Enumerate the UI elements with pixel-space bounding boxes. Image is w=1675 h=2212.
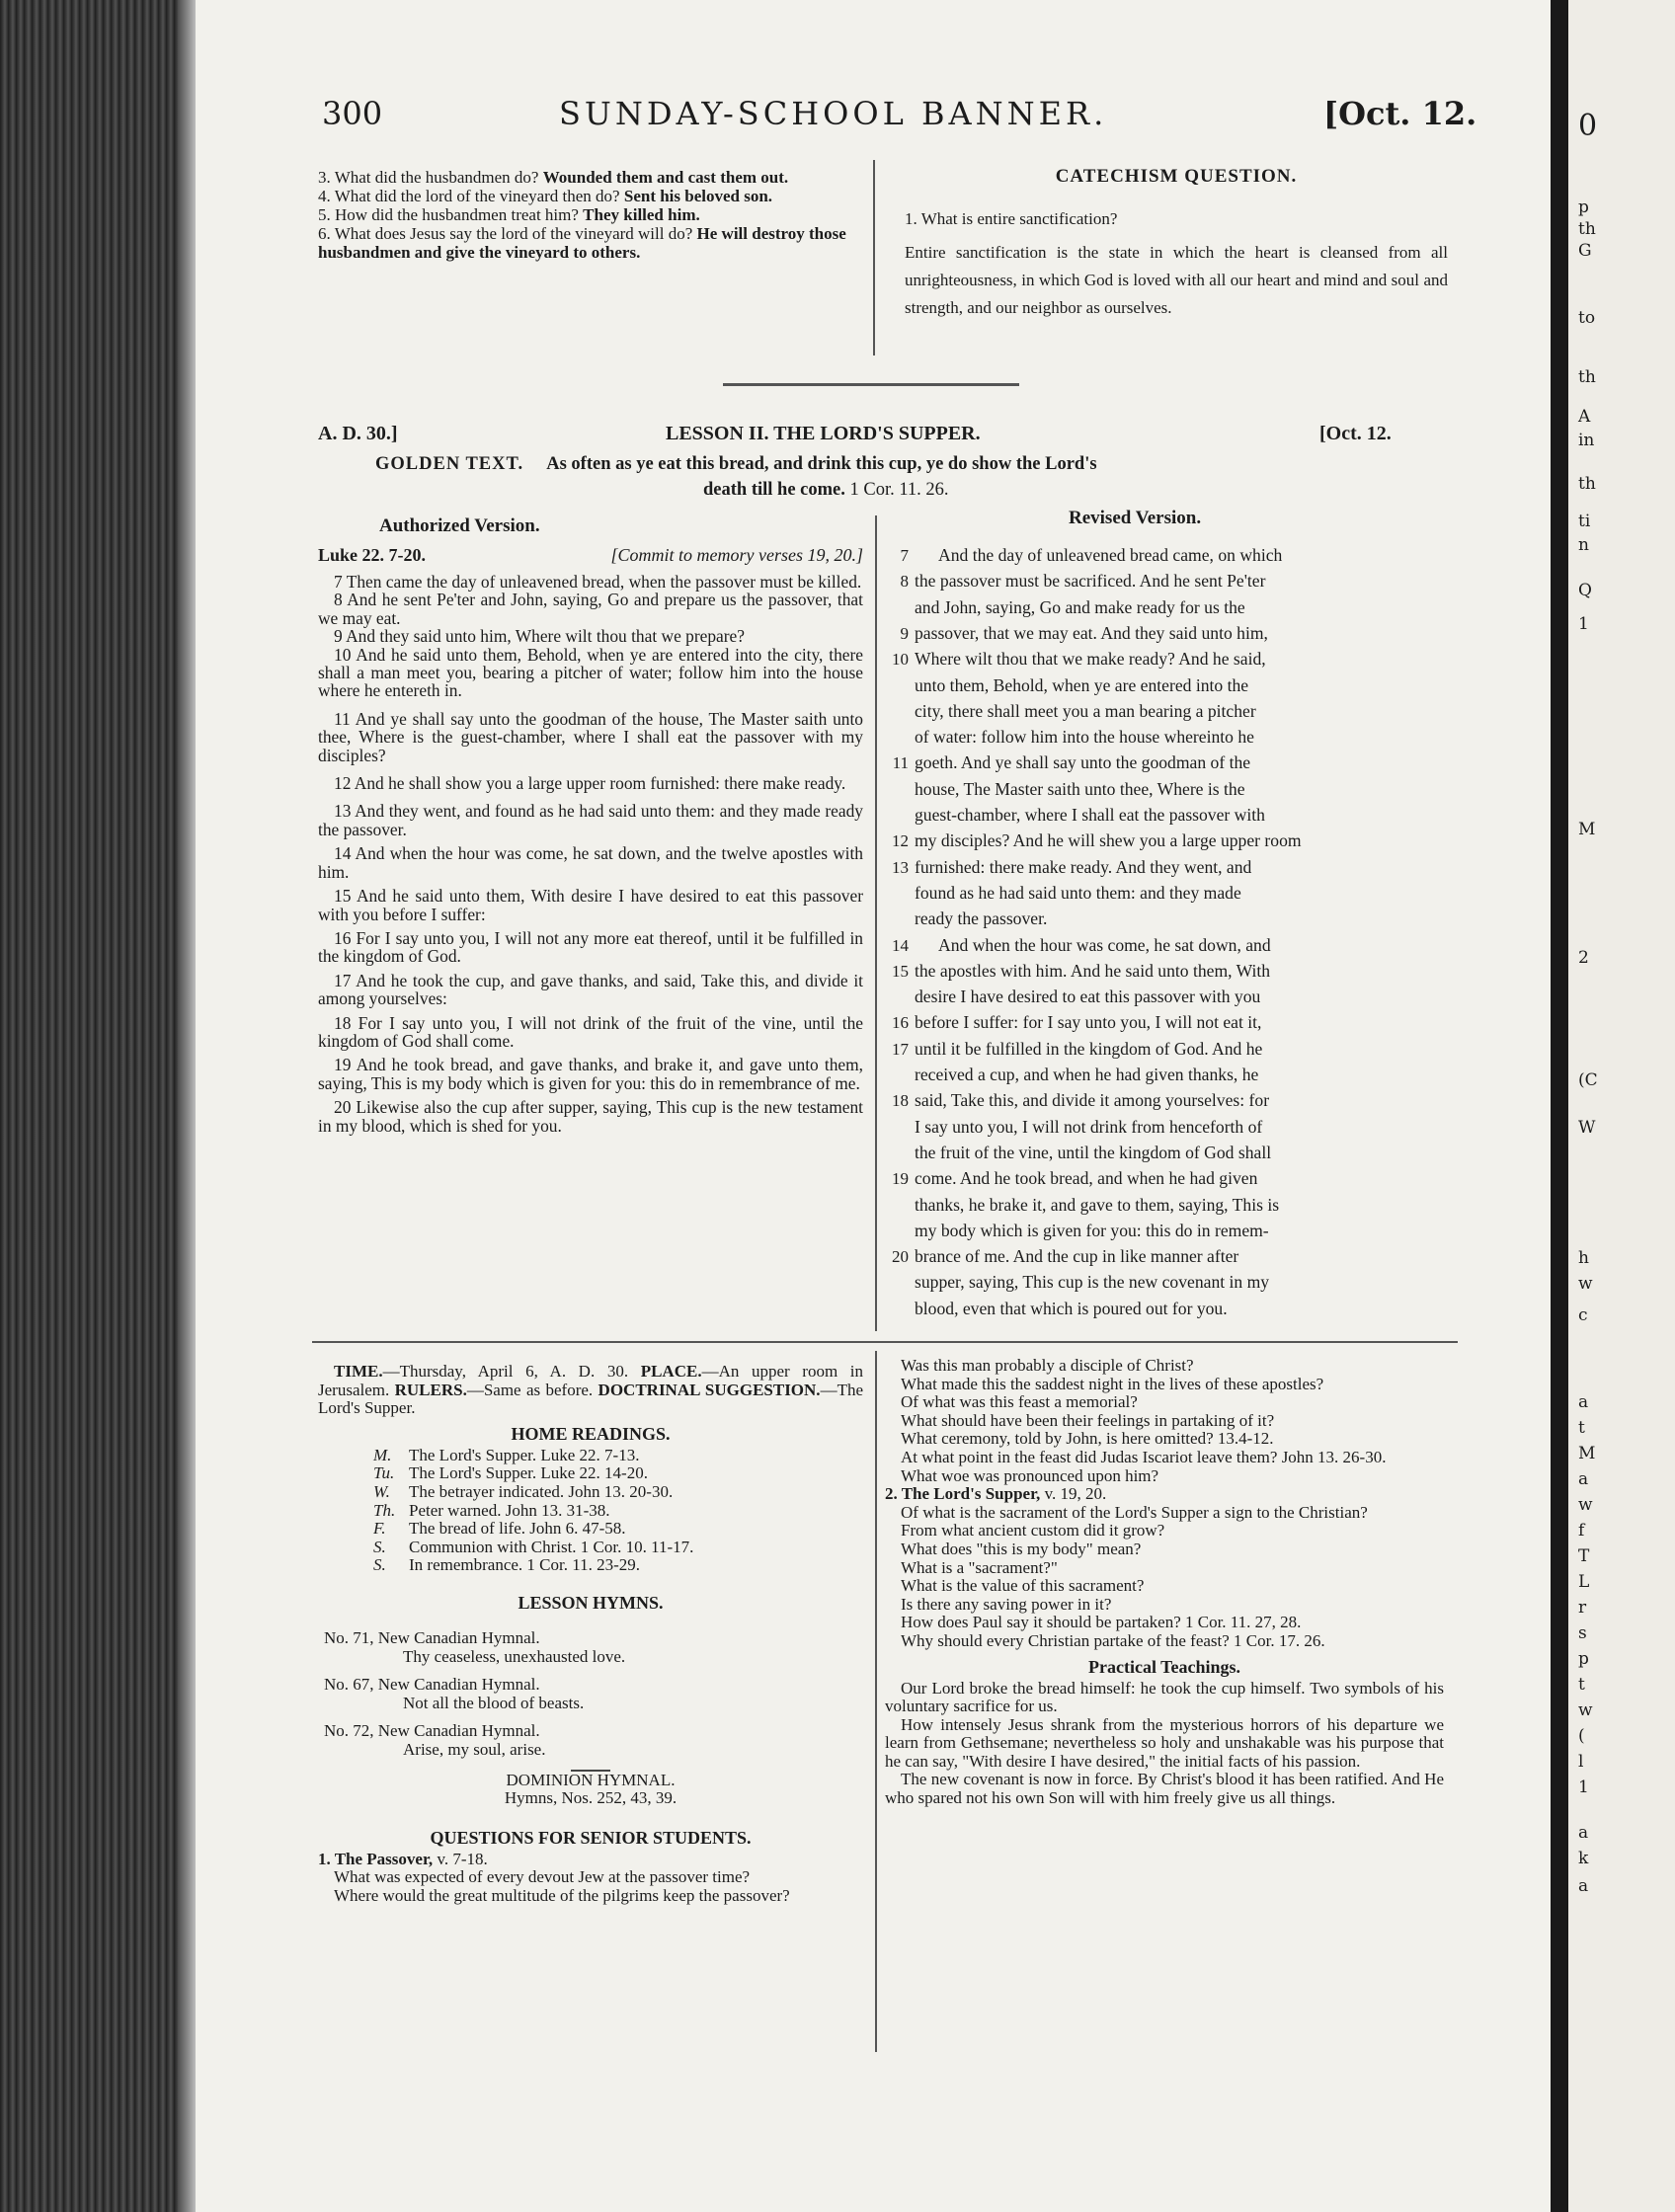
catechism-heading: CATECHISM QUESTION. <box>1055 166 1298 187</box>
verse-number: 12 <box>892 831 909 851</box>
practical-teaching: The new covenant is now in force. By Christ's blood it has been ratified. And He who spared not his own Son will with him freely give us all things. <box>885 1770 1444 1808</box>
revised-line: blood, even that which is poured out for you. <box>915 1298 1228 1318</box>
revised-line: the passover must be sacrificed. And he sent Pe'ter <box>915 571 1266 592</box>
verse: 7 Then came the day of unleavened bread, when the passover must be killed. <box>334 572 862 592</box>
revised-line: ready the passover. <box>915 908 1048 929</box>
practical-teaching: How intensely Jesus shrank from the mysterious horrors of his departure we learn from Gethsemane; nevertheless so holy and unshakable was his purpose that he can say, "With desire I have desired," the initial facts of his passion. <box>885 1714 1444 1771</box>
hymn-title: Thy ceaseless, unexhausted love. <box>403 1646 626 1666</box>
revised-line: my body which is given for you: this do in remem- <box>915 1220 1269 1240</box>
binding-gutter <box>1551 0 1568 2212</box>
revised-line: guest-chamber, where I shall eat the passover with <box>915 805 1265 825</box>
lesson-details: TIME.—Thursday, April 6, A. D. 30. PLACE.—An upper room in Jerusalem. RULERS.—Same as before. DOCTRINAL SUGGESTION.—The Lord's Supper. <box>318 1362 864 1418</box>
facing-page-fragment: W <box>1578 1118 1596 1138</box>
revised-line: passover, that we may eat. And they said unto him, <box>915 622 1268 643</box>
golden-text-label: GOLDEN TEXT. <box>375 454 524 474</box>
ornamental-divider <box>723 383 1019 386</box>
question: Of what is the sacrament of the Lord's Supper a sign to the Christian? <box>901 1502 1368 1522</box>
lords-supper-subheading: 2. The Lord's Supper, v. 19, 20. <box>885 1484 1107 1504</box>
golden-text-line-1 <box>375 454 1097 475</box>
revised-line: of water: follow him into the house whereinto he <box>915 727 1254 748</box>
revised-line: goeth. And ye shall say unto the goodman of the <box>915 752 1251 773</box>
question: From what ancient custom did it grow? <box>901 1521 1165 1540</box>
practical-teaching: Our Lord broke the bread himself: he took the cup himself. Two symbols of his voluntary sacrifice for us. <box>885 1678 1444 1716</box>
hymn-list <box>318 1629 863 1760</box>
question: Why should every Christian partake of the feast? 1 Cor. 17. 26. <box>901 1630 1325 1650</box>
verse-number: 10 <box>892 650 909 670</box>
revised-line: And when the hour was come, he sat down, and <box>938 934 1271 955</box>
facing-page-fragment: th <box>1578 474 1596 494</box>
question-item: 4. What did the lord of the vineyard then do? Sent his beloved son. <box>318 187 773 205</box>
question: What does "this is my body" mean? <box>901 1539 1142 1558</box>
facing-page-fragment: to <box>1578 308 1596 328</box>
question-item: 6. What does Jesus say the lord of the vineyard will do? He will destroy those husbandmen and give the vineyard to others. <box>318 224 846 262</box>
senior-question: Where would the great multitude of the pilgrims keep the passover? <box>334 1885 790 1905</box>
golden-text: As often as ye eat this bread, and drink this cup, ye do show the Lord's <box>546 454 1097 474</box>
facing-page-fragment: k <box>1578 1849 1589 1868</box>
reading-item: S. In remembrance. 1 Cor. 11. 23-29. <box>373 1555 640 1575</box>
revised-line: And the day of unleavened bread came, on which <box>938 545 1283 565</box>
senior-subheading: 1. The Passover, v. 7-18. <box>318 1849 488 1868</box>
hymn-number: No. 71, New Canadian Hymnal. <box>324 1627 540 1647</box>
facing-page-fragment: t <box>1578 1418 1585 1438</box>
facing-page-fragment: p <box>1578 1649 1589 1669</box>
facing-page-fragment: a <box>1578 1469 1589 1489</box>
authorized-reference-line <box>318 545 863 566</box>
question: What is the value of this sacrament? <box>901 1576 1145 1596</box>
lesson-notes <box>318 1363 863 1905</box>
facing-page-fragment: L <box>1578 1572 1590 1592</box>
verse-number: 14 <box>892 935 909 955</box>
facing-page-fragment: w <box>1578 1274 1593 1294</box>
catechism-answer: Entire sanctification is the state in which the heart is cleansed from all unrighteousness, in which God is loved with all our heart and mind and soul and strength, and our neighbor as ourselves. <box>905 243 1448 317</box>
senior-questions-continued <box>885 1357 1444 1808</box>
dominion-hymnal <box>318 1772 863 1808</box>
catechism-block <box>905 166 1448 322</box>
column-rule <box>875 1351 877 2052</box>
lesson-date: [Oct. 12. <box>1319 423 1392 444</box>
reading-item: F. The bread of life. John 6. 47-58. <box>373 1519 626 1539</box>
page-number: 300 <box>322 95 383 132</box>
revised-line: Where wilt thou that we make ready? And he said, <box>915 649 1266 670</box>
facing-page-fragment: A <box>1578 407 1591 427</box>
scripture-reference: Luke 22. 7-20. <box>318 545 427 565</box>
practical-teachings-heading: Practical Teachings. <box>1088 1656 1240 1677</box>
facing-page-fragment: 1 <box>1578 1778 1589 1797</box>
revised-line: I say unto you, I will not drink from henceforth of <box>915 1116 1263 1137</box>
question-item: 5. How did the husbandmen treat him? They killed him. <box>318 205 700 224</box>
revised-line: furnished: there make ready. And they went, and <box>915 856 1252 877</box>
lesson-year: A. D. 30.] <box>318 423 398 444</box>
hymn-title: Arise, my soul, arise. <box>403 1739 546 1759</box>
revised-line: supper, saying, This cup is the new covenant in my <box>915 1272 1270 1293</box>
facing-page-fragment: G <box>1578 241 1592 261</box>
question: What made this the saddest night in the lives of these apostles? <box>901 1374 1324 1393</box>
question: Was this man probably a disciple of Christ? <box>901 1356 1194 1375</box>
facing-page-fragment: M <box>1578 820 1596 839</box>
revised-line: desire I have desired to eat this passover with you <box>915 987 1261 1007</box>
question: What woe was pronounced upon him? <box>901 1465 1159 1485</box>
question: What is a "sacrament?" <box>901 1557 1058 1577</box>
facing-page-fragment: c <box>1578 1305 1588 1325</box>
facing-page-fragment: ( <box>1578 1726 1585 1746</box>
facing-page-fragment: ti <box>1578 512 1591 531</box>
verse: 12 And he shall show you a large upper room furnished: there make ready. <box>334 773 846 794</box>
verse-number: 11 <box>892 753 909 773</box>
verse-number: 13 <box>892 857 909 877</box>
catechism-question: 1. What is entire sanctification? <box>905 209 1118 228</box>
column-rule <box>873 160 875 356</box>
facing-page-fragment: a <box>1578 1876 1589 1896</box>
verse: 20 Likewise also the cup after supper, saying, This cup is the new testament in my blood, which is shed for you. <box>318 1097 863 1136</box>
lesson-hymns-heading: LESSON HYMNS. <box>518 1592 664 1613</box>
home-readings-list <box>318 1447 863 1575</box>
question: Is there any saving power in it? <box>901 1594 1112 1614</box>
verse: 9 And they said unto him, Where wilt thou that we prepare? <box>334 626 745 647</box>
column-rule <box>875 515 877 1331</box>
verse-number: 8 <box>900 572 909 592</box>
authorized-heading: Authorized Version. <box>379 515 540 536</box>
revised-line: come. And he took bread, and when he had given <box>915 1168 1258 1189</box>
reading-item: W. The betrayer indicated. John 13. 20-30. <box>373 1481 674 1501</box>
revised-heading: Revised Version. <box>1069 508 1202 528</box>
facing-page-fragment: f <box>1578 1521 1585 1540</box>
facing-page-fragment: th <box>1578 219 1596 239</box>
facing-page-fragment: Q <box>1578 581 1592 600</box>
hymn-number: No. 67, New Canadian Hymnal. <box>324 1675 540 1695</box>
place-label: PLACE. <box>640 1362 702 1381</box>
hymn-title: Not all the blood of beasts. <box>403 1693 585 1712</box>
senior-questions-heading: QUESTIONS FOR SENIOR STUDENTS. <box>430 1827 752 1848</box>
reading-item: Th. Peter warned. John 13. 31-38. <box>373 1500 610 1520</box>
revised-line: brance of me. And the cup in like manner after <box>915 1246 1239 1267</box>
verse: 19 And he took bread, and gave thanks, and brake it, and gave unto them, saying, This is my body which is given for you: this do in remembrance of me. <box>318 1055 863 1093</box>
verse: 14 And when the hour was come, he sat down, and the twelve apostles with him. <box>318 843 863 882</box>
facing-page-fragment: s <box>1578 1623 1587 1643</box>
revised-line: house, The Master saith unto thee, Where is the <box>915 778 1245 799</box>
facing-page-fragment: w <box>1578 1495 1593 1515</box>
lesson-title: LESSON II. THE LORD'S SUPPER. <box>666 423 981 444</box>
golden-text-ref: 1 Cor. 11. 26. <box>849 480 949 500</box>
authorized-verses <box>318 573 863 1135</box>
header-date: [Oct. 12. <box>1323 95 1477 132</box>
facing-page-fragment: l <box>1578 1752 1584 1772</box>
revised-line: said, Take this, and divide it among yourselves: for <box>915 1090 1270 1111</box>
revised-line: unto them, Behold, when ye are entered into the <box>915 674 1249 695</box>
golden-text-line-2: death till he come. 1 Cor. 11. 26. <box>703 480 949 500</box>
memory-verses: [Commit to memory verses 19, 20.] <box>610 545 863 565</box>
revised-line: and John, saying, Go and make ready for us the <box>915 596 1245 617</box>
facing-page-fragment: w <box>1578 1700 1593 1720</box>
reading-item: S. Communion with Christ. 1 Cor. 10. 11-17. <box>373 1537 694 1556</box>
verse: 17 And he took the cup, and gave thanks, and said, Take this, and divide it among yourselves: <box>318 970 863 1009</box>
verse: 16 For I say unto you, I will not any more eat thereof, until it be fulfilled in the kingdom of God. <box>318 927 863 967</box>
facing-page-fragment: in <box>1578 431 1595 450</box>
question: At what point in the feast did Judas Iscariot leave them? John 13. 26-30. <box>901 1447 1387 1466</box>
revised-line: found as he had said unto them: and they made <box>915 882 1241 903</box>
facing-page-fragment: p <box>1578 198 1589 217</box>
home-readings-heading: HOME READINGS. <box>511 1423 671 1444</box>
facing-page-fragment: 2 <box>1578 948 1589 968</box>
question-item: 3. What did the husbandmen do? Wounded them and cast them out. <box>318 168 789 187</box>
verse-number: 19 <box>892 1169 909 1189</box>
question: What ceremony, told by John, is here omitted? 13.4-12. <box>901 1429 1274 1449</box>
revised-line: received a cup, and when he had given thanks, he <box>915 1065 1259 1084</box>
question: What should have been their feelings in partaking of it? <box>901 1410 1275 1430</box>
facing-page-edge <box>1568 0 1675 2212</box>
verse-number: 17 <box>892 1039 909 1059</box>
top-questions <box>318 168 881 262</box>
question: Of what was this feast a memorial? <box>901 1392 1138 1412</box>
revised-line: before I suffer: for I say unto you, I will not eat it, <box>915 1012 1262 1033</box>
verse-number: 18 <box>892 1091 909 1111</box>
page-stack-edge <box>178 0 196 2212</box>
revised-line: the fruit of the vine, until the kingdom of God shall <box>915 1142 1272 1162</box>
rulers-label: RULERS. <box>394 1380 467 1399</box>
revised-line: the apostles with him. And he said unto them, With <box>915 960 1271 981</box>
revised-line: thanks, he brake it, and gave to them, saying, This is <box>915 1194 1280 1215</box>
verse-number: 7 <box>900 546 909 565</box>
question: How does Paul say it should be partaken? 1 Cor. 11. 27, 28. <box>901 1613 1302 1632</box>
book-spine <box>0 0 178 2212</box>
verse: 11 And ye shall say unto the goodman of the house, The Master saith unto thee, Where is the guest-chamber, where I shall eat the passover with my disciples? <box>318 708 863 765</box>
verse: 13 And they went, and found as he had said unto them: and they made ready the passover. <box>318 801 863 839</box>
verse-number: 15 <box>892 961 909 981</box>
page <box>196 0 1551 2212</box>
verse-number: 20 <box>892 1247 909 1267</box>
facing-page-fragment: r <box>1578 1598 1587 1618</box>
facing-page-fragment: th <box>1578 367 1596 387</box>
facing-page-fragment: a <box>1578 1392 1589 1412</box>
reading-item: M. The Lord's Supper. Luke 22. 7-13. <box>373 1445 640 1464</box>
doctrinal-label: DOCTRINAL SUGGESTION. <box>598 1380 821 1399</box>
facing-page-fragment: n <box>1578 535 1589 555</box>
revised-line: my disciples? And he will shew you a large upper room <box>915 830 1302 851</box>
revised-line: city, there shall meet you a man bearing a pitcher <box>915 700 1256 721</box>
verse: 15 And he said unto them, With desire I have desired to eat this passover with you before I suffer: <box>318 886 863 924</box>
dominion-hymns: Hymns, Nos. 252, 43, 39. <box>504 1788 678 1808</box>
verse: 8 And he sent Pe'ter and John, saying, Go and prepare us the passover, that we may eat. <box>318 590 863 628</box>
facing-page-fragment: 0 <box>1578 109 1598 143</box>
time-label: TIME. <box>334 1362 383 1381</box>
senior-question: What was expected of every devout Jew at the passover time? <box>334 1867 751 1887</box>
dominion-heading: DOMINION HYMNAL. <box>506 1770 676 1789</box>
facing-page-fragment: a <box>1578 1823 1589 1843</box>
facing-page-fragment: M <box>1578 1444 1596 1463</box>
facing-page-fragment: (C <box>1578 1070 1598 1090</box>
running-title: SUNDAY-SCHOOL BANNER. <box>559 95 1108 132</box>
section-rule <box>312 1341 1458 1343</box>
hymn-number: No. 72, New Canadian Hymnal. <box>324 1721 540 1741</box>
facing-page-fragment: T <box>1578 1546 1590 1566</box>
verse: 18 For I say unto you, I will not drink of the fruit of the vine, until the kingdom of God shall come. <box>318 1012 863 1051</box>
facing-page-fragment: 1 <box>1578 614 1589 634</box>
verse-number: 16 <box>892 1013 909 1033</box>
reading-item: Tu. The Lord's Supper. Luke 22. 14-20. <box>373 1463 648 1483</box>
verse-number: 9 <box>900 623 909 643</box>
verse: 10 And he said unto them, Behold, when ye are entered into the city, there shall a man meet you, bearing a pitcher of water; follow him into the house where he entereth in. <box>318 644 863 701</box>
facing-page-fragment: t <box>1578 1675 1585 1695</box>
facing-page-fragment: h <box>1578 1248 1589 1268</box>
revised-line: until it be fulfilled in the kingdom of God. And he <box>915 1038 1263 1059</box>
